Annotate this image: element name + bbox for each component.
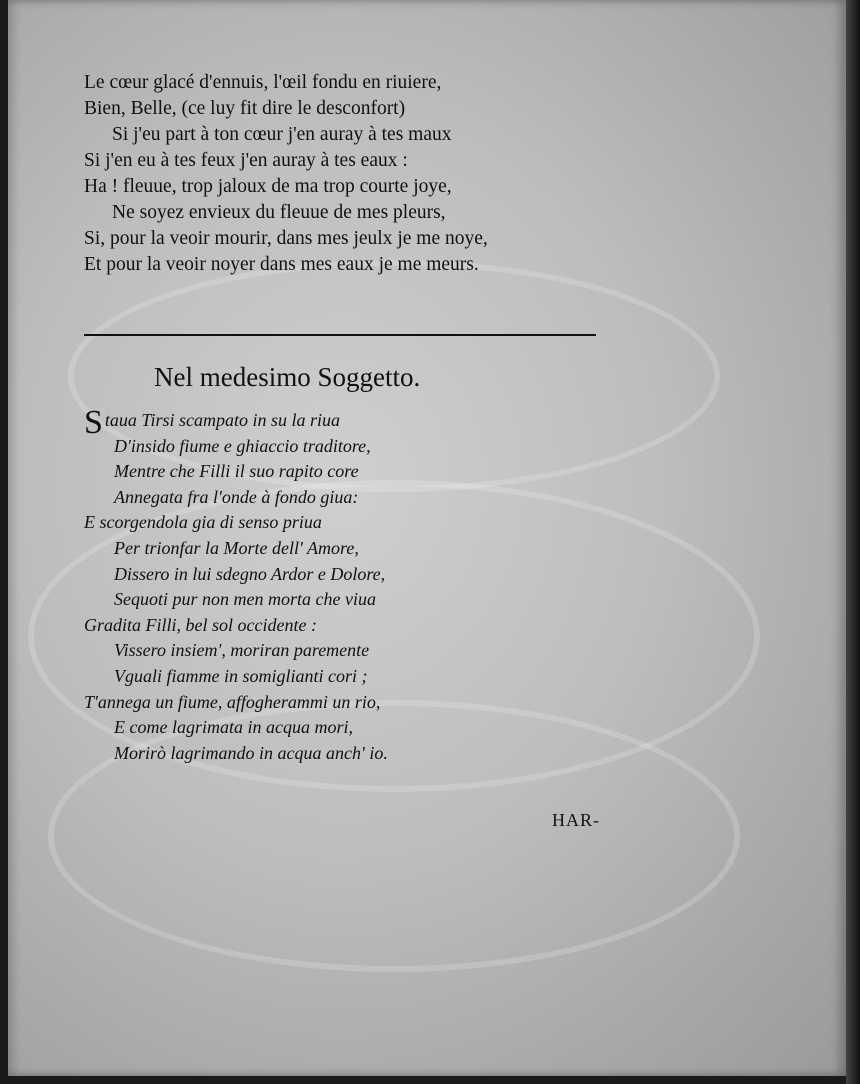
poem-line (84, 404, 644, 441)
poem-line: Ha ! fleuue, trop jaloux de ma trop courte joye, (84, 176, 452, 197)
section-title: Nel medesimo Soggetto. (154, 362, 421, 392)
poem-line: Dissero in lui sdegno Ardor e Dolore, (114, 563, 386, 584)
poem-line: Vissero insiem', moriran paremente (114, 640, 370, 661)
poem-line: Annegata fra l'onde à fondo giua: (114, 486, 359, 507)
poem-line: Le cœur glacé d'ennuis, l'œil fondu en riuiere, (84, 72, 442, 93)
poem-line: Et pour la veoir noyer dans mes eaux je me meurs. (84, 254, 479, 275)
poem-line: Morirò lagrimando in acqua anch' io. (114, 742, 388, 763)
poem-line: Sequoti pur non men morta che viua (114, 589, 376, 610)
poem-line: Gradita Filli, bel sol occidente : (84, 614, 317, 635)
poem-line: Vguali fiamme in somiglianti cori ; (114, 665, 368, 686)
poem-line: Si j'en eu à tes feux j'en auray à tes eaux : (84, 150, 408, 171)
poem-line: T'annega un fiume, affogherammi un rio, (84, 691, 381, 712)
poem-line: Ne soyez envieux du fleuue de mes pleurs, (112, 202, 446, 223)
poem-line: Bien, Belle, (ce luy fit dire le desconfort) (84, 98, 406, 119)
poem-line: Per trionfar la Morte dell' Amore, (114, 537, 359, 558)
poem-line: D'insido fiume e ghiaccio traditore, (114, 435, 371, 456)
poem-line: E scorgendola gia di senso priua (84, 512, 322, 533)
french-stanza (84, 70, 604, 278)
catchword: HAR- (552, 810, 600, 830)
poem-line: Si j'eu part à ton cœur j'en auray à tes maux (112, 124, 452, 145)
section-divider (84, 334, 596, 336)
poem-line: Mentre che Filli il suo rapito core (114, 461, 359, 482)
book-page (8, 0, 846, 1076)
poem-line: E come lagrimata in acqua mori, (114, 717, 353, 738)
drop-cap: S (84, 404, 103, 441)
poem-line: Si, pour la veoir mourir, dans mes jeulx je me noye, (84, 228, 488, 249)
book-spine (846, 0, 860, 1084)
poem-line-text: taua Tirsi scampato in su la riua (104, 410, 340, 430)
italian-stanza (84, 404, 644, 766)
